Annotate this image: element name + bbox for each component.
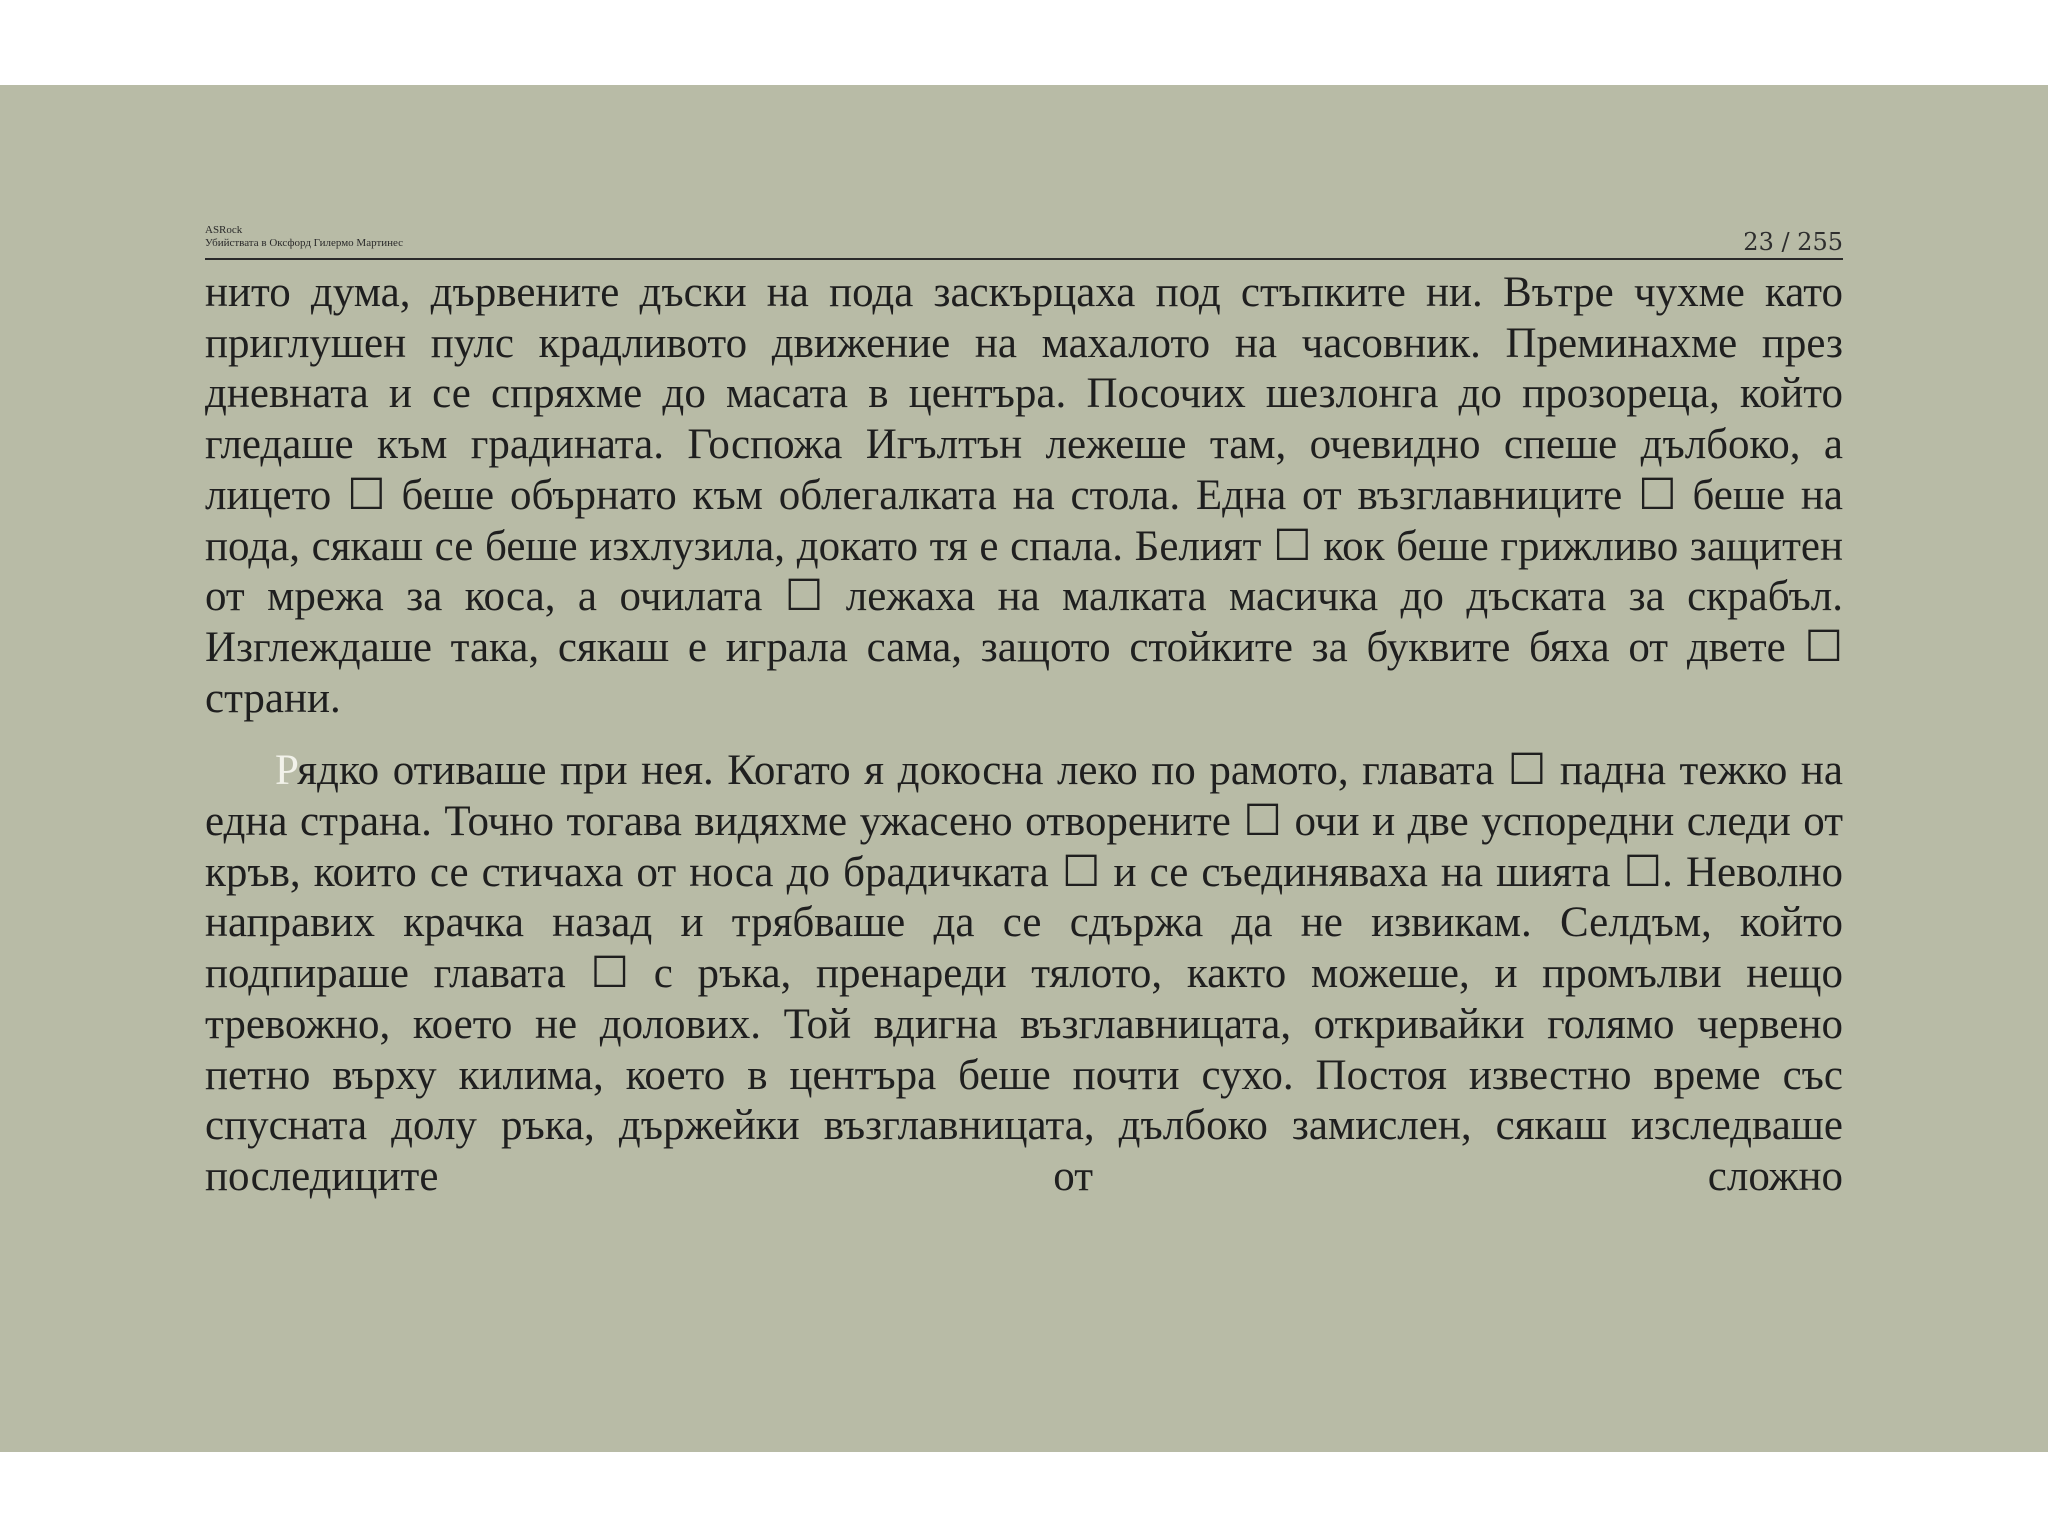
paragraph-text: нито дума, дървените дъски на пода заскърцаха под стъпките ни. Вътре чухме като приглушен пулс крадливото движение на махалото на часовник. Преминахме през дневната и се спряхме до масата в центъра. Посочих шезлонга до прозореца, който гледаше към градината. Госпожа Игълтън лежеше там, очевидно спеше дълбоко, а лицето ☐ беше обърнато към облегалката на стола. Една от възглавниците ☐ беше на пода, сякаш се беше изхлузила, докато тя е спала. Белият ☐ кок беше грижливо защитен от мрежа за коса, а очилата ☐ лежаха на малката масичка до дъската за скрабъл. Изглеждаше така, сякаш е играла сама, защото стойките за буквите бяха от двете ☐ страни.	[205, 269, 1843, 722]
paragraph	[205, 268, 1843, 724]
paragraph-text: ядко отиваше при нея. Когато я докосна леко по рамото, главата ☐ падна тежко на една страна. Точно тогава видяхме ужасено отворените ☐ очи и две успоредни следи от кръв, които се стичаха от носа до брадичката ☐ и се съединяваха на шията ☐. Неволно направих крачка назад и трябваше да се сдържа да не извикам. Селдъм, който подпираше главата ☐ с ръка, пренареди тялото, както можеше, и промълви нещо тревожно, което не долових. Той вдигна възглавницата, откривайки голямо червено петно върху килима, което в центъра беше почти сухо. Постоя известно време със спусната долу ръка, държейки възглавницата, дълбоко замислен, сякаш изследваше последиците от сложно	[205, 747, 1843, 1200]
page-counter: 23 / 255	[1743, 228, 1843, 256]
book-title: Убийствата в Оксфорд Гилермо Мартинес	[205, 237, 404, 249]
page-header	[205, 222, 1843, 260]
paragraph	[205, 746, 1843, 1202]
paragraph-initial: Р	[275, 747, 298, 795]
app-name: ASRock	[205, 224, 243, 236]
header-info	[205, 224, 403, 250]
page-body-text	[205, 268, 1843, 1203]
